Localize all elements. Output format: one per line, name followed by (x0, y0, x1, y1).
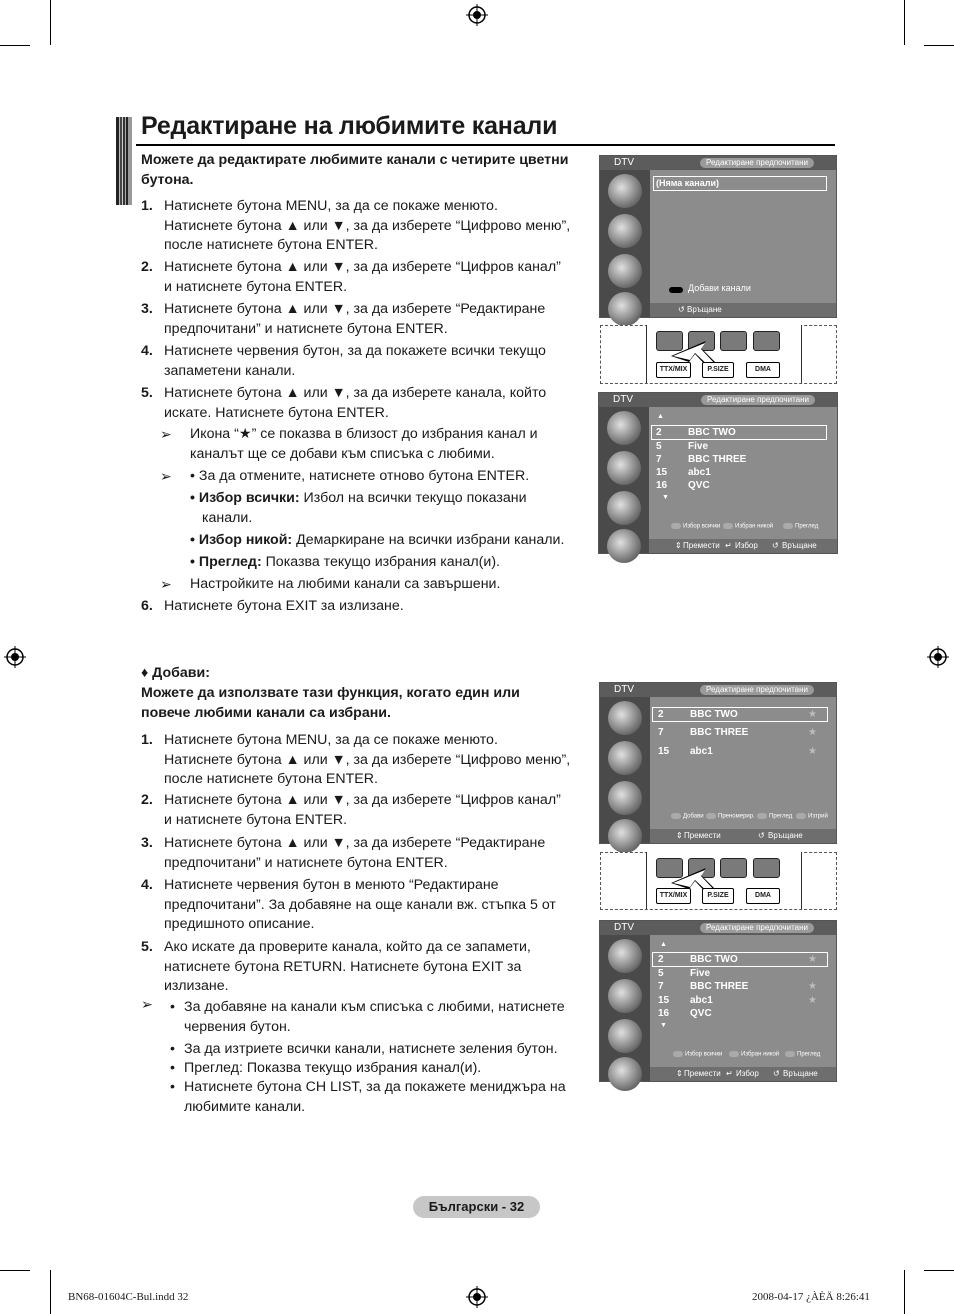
bullet-line: Натиснете бутона CH LIST, за да покажете мениджъра на (184, 1079, 566, 1095)
bullet-view (190, 553, 595, 573)
legend-label: Преглед (795, 523, 819, 530)
screen-sidebar (599, 407, 649, 553)
note-line: Икона “★” се показва в близост до избрания канал и (190, 426, 538, 442)
bullet-text: канали. (202, 509, 253, 526)
move-icon: ⇕ (675, 541, 682, 550)
return-label[interactable]: Връщане (782, 541, 817, 550)
bullet-label: • Избор всички: (190, 490, 300, 506)
channel-number: 16 (658, 1008, 670, 1019)
screen-footer (650, 303, 836, 317)
step-text (164, 876, 594, 935)
channel-number: 15 (658, 746, 670, 757)
channel-name[interactable]: QVC (690, 1008, 712, 1019)
step-line: предпочитани” и натиснете бутона ENTER. (164, 320, 448, 337)
screen-menu-title: Редактиране предпочитани (701, 395, 815, 405)
select-label: Избор (735, 541, 758, 550)
menu-picture-icon (608, 701, 642, 735)
step-number: 3. (141, 301, 153, 317)
channel-number: 2 (656, 427, 662, 438)
channel-number: 2 (658, 954, 664, 965)
legend-red (671, 523, 720, 530)
move-icon: ⇕ (676, 831, 683, 840)
bullet-text: Демаркиране на всички избрани канали. (292, 532, 565, 548)
page-title: Редактиране на любимите канали (141, 112, 558, 140)
step-text: Натиснете бутона EXIT за излизане. (164, 598, 404, 614)
step-number: 5. (141, 385, 153, 401)
legend-yellow (785, 1051, 820, 1058)
step-text (164, 342, 594, 381)
channel-name[interactable]: BBC TWO (688, 427, 736, 438)
bullet-dot: • (170, 1041, 175, 1057)
menu-setup-icon (608, 254, 642, 288)
return-label[interactable]: Връщане (687, 305, 722, 314)
ttx-mix-button[interactable]: TTX/MIX (656, 888, 691, 904)
screen-main (650, 697, 836, 843)
selection-box (652, 707, 828, 722)
screen-menu-title: Редактиране предпочитани (700, 923, 814, 933)
step-line: и натиснете бутона ENTER. (164, 278, 348, 295)
yellow-dot-icon (757, 813, 767, 819)
step-line: предпочитани”. За добавяне на още канали вж. стъпка 5 от (164, 896, 556, 913)
menu-setup-icon (608, 781, 642, 815)
red-button-icon (669, 287, 683, 293)
blue-button[interactable] (753, 331, 780, 351)
step-number: 1. (141, 732, 153, 748)
menu-picture-icon (608, 174, 642, 208)
screen-source-label: DTV (614, 684, 634, 695)
crop-mark (50, 0, 51, 45)
star-icon: ★ (808, 746, 817, 757)
channel-number: 16 (656, 480, 668, 491)
return-icon: ↺ (678, 305, 685, 314)
bullet-dot: • (170, 999, 175, 1015)
channel-name[interactable]: BBC THREE (690, 727, 749, 738)
note-arrow-icon: ➢ (160, 468, 172, 484)
step-line: после натиснете бутона ENTER. (164, 237, 378, 253)
step-line: Ако искате да проверите канала, който да се запамети, (164, 939, 531, 955)
step-line: предишното описание. (164, 916, 315, 932)
channel-number: 7 (658, 981, 664, 992)
screen-header (600, 683, 836, 697)
registration-mark-icon (466, 4, 488, 26)
menu-input-icon (608, 292, 642, 326)
legend-label: Избор всички (685, 1051, 723, 1058)
step-line: запаметени канали. (164, 362, 296, 379)
menu-input-icon (608, 819, 642, 853)
legend-green (706, 813, 755, 820)
menu-setup-icon (608, 1019, 642, 1053)
step-line: Натиснете бутона ▲ или ▼, за да изберете “Цифрово меню”, (164, 751, 571, 768)
screen-main (649, 407, 837, 553)
print-slug-file: BN68-01604C-Bul.indd 32 (68, 1291, 189, 1303)
crop-mark (904, 0, 905, 45)
screen-header (600, 156, 836, 170)
step-line: Натиснете бутона MENU, за да се покаже менюто. (164, 198, 498, 214)
note-text: • За да отмените, натиснете отново бутона ENTER. (190, 468, 530, 484)
screen-menu-title: Редактиране предпочитани (700, 685, 814, 695)
step-text (164, 384, 594, 423)
return-icon: ↺ (772, 541, 779, 550)
bullet-text: За да изтриете всички канали, натиснете зеления бутон. (184, 1041, 558, 1057)
intro-line: Можете да използвате тази функция, когато един или (141, 685, 520, 701)
legend-label: Изтрий (808, 813, 828, 820)
bullet-text: Преглед: Показва текущо избрания канал(и). (184, 1060, 482, 1076)
return-label[interactable]: Връщане (783, 1069, 818, 1078)
green-dot-icon (729, 1051, 739, 1057)
remote-illustration (600, 852, 837, 910)
bullet-text: Избол на всички текущо показани (299, 490, 527, 506)
menu-picture-icon (607, 411, 641, 445)
step-line: излизане. (164, 978, 229, 994)
scroll-down-icon: ▼ (662, 494, 669, 501)
dma-button[interactable]: DMA (746, 888, 780, 904)
menu-input-icon (607, 529, 641, 563)
move-label: Премести (683, 541, 720, 550)
screen-footer (650, 1067, 836, 1081)
step-line: Натиснете бутона MENU, за да се покаже менюто. (164, 732, 498, 748)
bullet-select-all (190, 489, 595, 528)
red-dot-icon (671, 813, 681, 819)
enter-icon: ↵ (726, 1069, 733, 1078)
channel-name[interactable]: abc1 (690, 995, 713, 1006)
registration-mark-icon (4, 646, 26, 668)
section1-intro: Можете да редактирате любимите канали с четирите цветни бутона. (141, 152, 569, 188)
channel-name[interactable]: abc1 (690, 746, 713, 757)
screen-source-label: DTV (613, 394, 633, 405)
title-decoration (116, 117, 132, 205)
blue-button[interactable] (753, 858, 780, 878)
screen-source-label: DTV (614, 157, 634, 168)
step-number: 2. (141, 259, 153, 275)
bullet-line: червения бутон. (184, 1018, 291, 1035)
screen-footer (649, 539, 837, 553)
remote-illustration (600, 325, 837, 384)
legend-red (671, 813, 704, 820)
red-dot-icon (673, 1051, 683, 1057)
tv-screen-favorites (599, 682, 837, 844)
note-text: Настройките на любими канали са завършени. (190, 576, 501, 592)
menu-input-icon (608, 1057, 642, 1091)
legend-label: Преглед (797, 1051, 821, 1058)
screen-main (650, 170, 836, 317)
step-text (164, 791, 594, 830)
step-number: 5. (141, 939, 153, 955)
menu-sound-icon (607, 451, 641, 485)
channel-name[interactable]: BBC TWO (690, 709, 738, 720)
legend-label: Избран никой (735, 523, 774, 530)
step-line: после натиснете бутона ENTER. (164, 771, 378, 787)
screen-sidebar (600, 935, 650, 1081)
green-dot-icon (723, 523, 733, 529)
screen-source-label: DTV (614, 922, 634, 933)
green-dot-icon (706, 813, 716, 819)
channel-number: 15 (658, 995, 670, 1006)
section2-heading: ♦ Добави: (141, 665, 210, 681)
legend-green (729, 1051, 779, 1058)
legend-label: Избран никой (741, 1051, 780, 1058)
channel-name[interactable]: Five (688, 441, 709, 452)
red-dot-icon (671, 523, 681, 529)
crop-mark (50, 1270, 51, 1314)
title-underline (136, 144, 835, 146)
bullet-dot: • (170, 1060, 175, 1076)
step-line: Натиснете бутона ▲ или ▼, за да изберете “Цифров канал” (164, 792, 561, 808)
move-label: Премести (684, 831, 721, 840)
legend-yellow (757, 813, 792, 820)
screen-main (650, 935, 836, 1081)
screen-sidebar (600, 697, 650, 843)
selection-box (652, 952, 828, 967)
channel-number: 5 (658, 968, 664, 979)
screen-menu-title: Редактиране предпочитани (700, 158, 814, 168)
ttx-mix-button[interactable]: TTX/MIX (656, 362, 691, 378)
step-line: и натиснете бутона ENTER. (164, 811, 348, 828)
note-arrow-icon: ➢ (141, 996, 153, 1012)
step-line: Натиснете червения бутон, за да покажете всички текущо (164, 343, 546, 359)
step-text (164, 731, 594, 790)
step-line: искате. Натиснете бутона ENTER. (164, 404, 389, 421)
bullet-line: любимите канали. (184, 1098, 306, 1115)
note-text (190, 425, 610, 464)
menu-sound-icon (608, 214, 642, 248)
yellow-dot-icon (783, 523, 793, 529)
registration-mark-icon (466, 1286, 488, 1308)
channel-name[interactable]: Five (690, 968, 711, 979)
menu-sound-icon (608, 979, 642, 1013)
step-text (164, 197, 594, 256)
step-text (164, 300, 594, 339)
crop-mark (0, 1270, 30, 1271)
page-number-badge: Български - 32 (413, 1196, 540, 1218)
bullet-text (184, 1078, 589, 1117)
menu-sound-icon (608, 741, 642, 775)
bullet-line: За добавяне на канали към списъка с любими, натиснете (184, 999, 565, 1015)
return-icon: ↺ (773, 1069, 780, 1078)
note-arrow-icon: ➢ (160, 576, 172, 592)
note-arrow-icon: ➢ (160, 426, 172, 442)
enter-icon: ↵ (725, 541, 732, 550)
channel-number: 7 (658, 727, 664, 738)
tv-screen-empty (599, 155, 837, 318)
crop-mark (0, 45, 30, 46)
selection-box (651, 425, 827, 440)
step-line: Натиснете бутона ▲ или ▼, за да изберете “Редактиране (164, 301, 546, 317)
empty-message: (Няма канали) (656, 178, 719, 188)
channel-name[interactable]: BBC THREE (690, 981, 749, 992)
legend-yellow (783, 523, 818, 530)
star-icon: ★ (808, 727, 817, 738)
yellow-dot-icon (785, 1051, 795, 1057)
step-text (164, 938, 594, 997)
legend-label: Добави (683, 813, 704, 820)
crop-mark (904, 1270, 905, 1314)
tv-screen-channel-list-2 (599, 920, 837, 1082)
bullet-label: • Преглед: (190, 554, 262, 570)
return-icon: ↺ (758, 831, 765, 840)
step-line: Натиснете бутона ▲ или ▼, за да изберете канала, който (164, 385, 547, 401)
star-icon: ★ (808, 995, 817, 1006)
legend-label: Преномерир. (718, 813, 755, 820)
crop-mark (924, 45, 954, 46)
star-icon: ★ (808, 709, 817, 720)
blue-dot-icon (796, 813, 806, 819)
channel-number: 2 (658, 709, 664, 720)
scroll-down-icon: ▼ (660, 1022, 667, 1029)
step-line: предпочитани” и натиснете бутона ENTER. (164, 854, 448, 871)
bullet-dot: • (170, 1079, 175, 1095)
note-line: каналът ще се добави към списъка с любими. (190, 445, 495, 462)
step-line: Натиснете бутона ▲ или ▼, за да изберете “Цифров канал” (164, 259, 561, 275)
return-label[interactable]: Връщане (768, 831, 803, 840)
channel-name[interactable]: abc1 (688, 467, 711, 478)
channel-number: 7 (656, 454, 662, 465)
screen-footer (650, 829, 836, 843)
step-number: 1. (141, 198, 153, 214)
step-number: 4. (141, 877, 153, 893)
step-number: 6. (141, 598, 153, 614)
star-icon: ★ (808, 954, 817, 965)
screen-header (600, 921, 836, 935)
channel-name[interactable]: BBC THREE (688, 454, 747, 465)
step-line: натиснете бутона RETURN. Натиснете бутона EXIT за (164, 958, 522, 975)
select-label: Избор (736, 1069, 759, 1078)
move-icon: ⇕ (676, 1069, 683, 1078)
legend-green (723, 523, 773, 530)
channel-number: 15 (656, 467, 668, 478)
dma-button[interactable]: DMA (746, 362, 780, 378)
scroll-up-icon: ▲ (660, 941, 667, 948)
move-label: Премести (684, 1069, 721, 1078)
add-channels-label[interactable]: Добави канали (688, 283, 751, 293)
legend-blue (796, 813, 828, 820)
intro-line: повече любими канали са избрани. (141, 705, 391, 721)
channel-name[interactable]: BBC TWO (690, 954, 738, 965)
step-line: Натиснете бутона ▲ или ▼, за да изберете “Редактиране (164, 835, 546, 851)
legend-label: Преглед (769, 813, 793, 820)
print-slug-date: 2008-04-17 ¿ÀÈÄ 8:26:41 (752, 1291, 870, 1303)
star-icon: ★ (808, 981, 817, 992)
step-text (164, 834, 594, 873)
psize-button[interactable]: P.SIZE (702, 888, 734, 904)
legend-label: Избор всички (683, 523, 721, 530)
bullet-text (184, 998, 589, 1037)
section2-intro (141, 683, 596, 723)
screen-header (599, 393, 837, 407)
step-line: Натиснете бутона ▲ или ▼, за да изберете “Цифрово меню”, (164, 217, 571, 234)
step-number: 3. (141, 835, 153, 851)
legend-red (673, 1051, 722, 1058)
channel-number: 5 (656, 441, 662, 452)
step-number: 4. (141, 343, 153, 359)
screen-sidebar (600, 170, 650, 317)
bullet-label: • Избор никой: (190, 532, 293, 548)
psize-button[interactable]: P.SIZE (702, 362, 734, 378)
channel-name[interactable]: QVC (688, 480, 710, 491)
bullet-select-none (190, 531, 595, 551)
registration-mark-icon (927, 646, 949, 668)
bullet-text: Показва текущо избрания канал(и). (261, 554, 500, 570)
step-line: Натиснете червения бутон в менюто “Редактиране (164, 877, 499, 893)
step-number: 2. (141, 792, 153, 808)
crop-mark (924, 1270, 954, 1271)
scroll-up-icon: ▲ (657, 413, 664, 420)
step-text (164, 258, 594, 297)
menu-picture-icon (608, 939, 642, 973)
menu-setup-icon (607, 491, 641, 525)
tv-screen-channel-list (598, 392, 838, 554)
